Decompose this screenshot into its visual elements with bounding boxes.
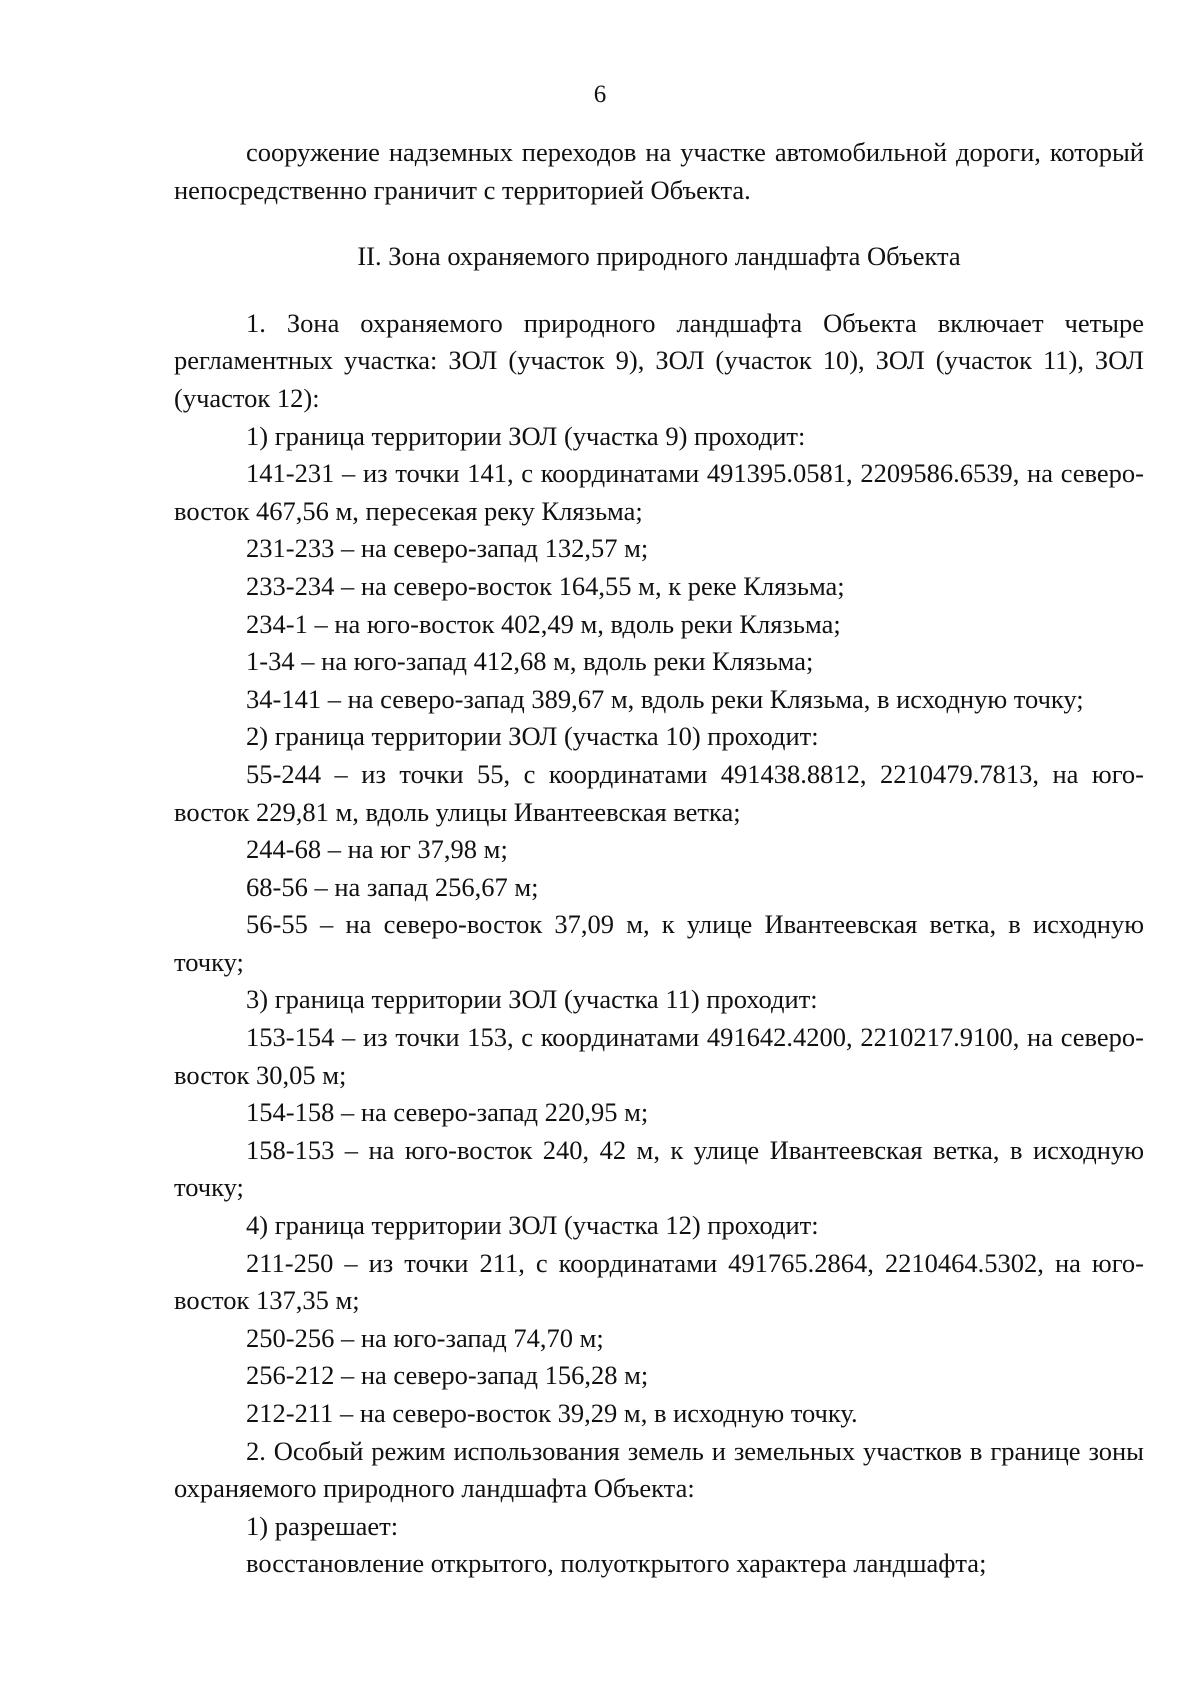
paragraph: 55-244 – из точки 55, с координатами 491438.8812, 2210479.7813, на юго-восток 229,81 м, вдоль улицы Ивантеевская ветка; bbox=[174, 758, 1144, 827]
paragraph: 1-34 – на юго-запад 412,68 м, вдоль реки Клязьма; bbox=[246, 646, 814, 677]
final-paragraph: восстановление открытого, полуоткрытого характера ландшафта; bbox=[246, 1548, 987, 1579]
paragraph: 233-234 – на северо-восток 164,55 м, к реке Клязьма; bbox=[246, 570, 845, 601]
intro-paragraph: сооружение надземных переходов на участке автомобильной дороги, который непосредственно граничит с территорией Объекта. bbox=[174, 137, 1144, 205]
paragraph: 2. Особый режим использования земель и земельных участков в границе зоны охраняемого природного ландшафта Объекта: bbox=[174, 1435, 1144, 1504]
section-heading: II. Зона охраняемого природного ландшафта Объекта bbox=[357, 241, 961, 272]
paragraph: 1. Зона охраняемого природного ландшафта Объекта включает четыре регламентных участка: ЗОЛ (участок 9), ЗОЛ (участок 10), ЗОЛ (участок 11), ЗОЛ (участок 12): bbox=[174, 307, 1144, 413]
paragraph: 1) граница территории ЗОЛ (участка 9) проходит: bbox=[246, 420, 806, 451]
paragraph: 153-154 – из точки 153, с координатами 491642.4200, 2210217.9100, на северо-восток 30,05 м; bbox=[174, 1022, 1144, 1090]
paragraph: 231-233 – на северо-запад 132,57 м; bbox=[246, 533, 649, 564]
paragraph: 250-256 – на юго-запад 74,70 м; bbox=[246, 1322, 604, 1353]
paragraph: 154-158 – на северо-запад 220,95 м; bbox=[246, 1097, 649, 1128]
paragraph: 211-250 – из точки 211, с координатами 491765.2864, 2210464.5302, на юго-восток 137,35 м; bbox=[174, 1247, 1144, 1316]
paragraph: 212-211 – на северо-восток 39,29 м, в исходную точку. bbox=[246, 1398, 858, 1428]
paragraph: 4) граница территории ЗОЛ (участка 12) проходит: bbox=[246, 1210, 819, 1241]
paragraph: 158-153 – на юго-восток 240, 42 м, к улице Ивантеевская ветка, в исходную точку; bbox=[174, 1134, 1144, 1203]
page-number: 6 bbox=[593, 81, 607, 108]
paragraph: 234-1 – на юго-восток 402,49 м, вдоль реки Клязьма; bbox=[246, 608, 841, 639]
paragraph: 2) граница территории ЗОЛ (участка 10) проходит: bbox=[246, 721, 819, 752]
paragraph: 256-212 – на северо-запад 156,28 м; bbox=[246, 1360, 649, 1391]
paragraph: 3) граница территории ЗОЛ (участка 11) проходит: bbox=[246, 984, 818, 1015]
paragraph: 244-68 – на юг 37,98 м; bbox=[246, 834, 508, 865]
paragraph: 56-55 – на северо-восток 37,09 м, к улице Ивантеевская ветка, в исходную точку; bbox=[174, 909, 1144, 977]
paragraph: 141-231 – из точки 141, с координатами 491395.0581, 2209586.6539, на северо-восток 467,56 м, пересекая реку Клязьма; bbox=[174, 458, 1144, 526]
paragraph: 1) разрешает: bbox=[246, 1510, 399, 1541]
paragraph: 68-56 – на запад 256,67 м; bbox=[246, 871, 539, 902]
document-body bbox=[174, 134, 1144, 1583]
paragraph: 34-141 – на северо-запад 389,67 м, вдоль реки Клязьма, в исходную точку; bbox=[246, 683, 1084, 714]
